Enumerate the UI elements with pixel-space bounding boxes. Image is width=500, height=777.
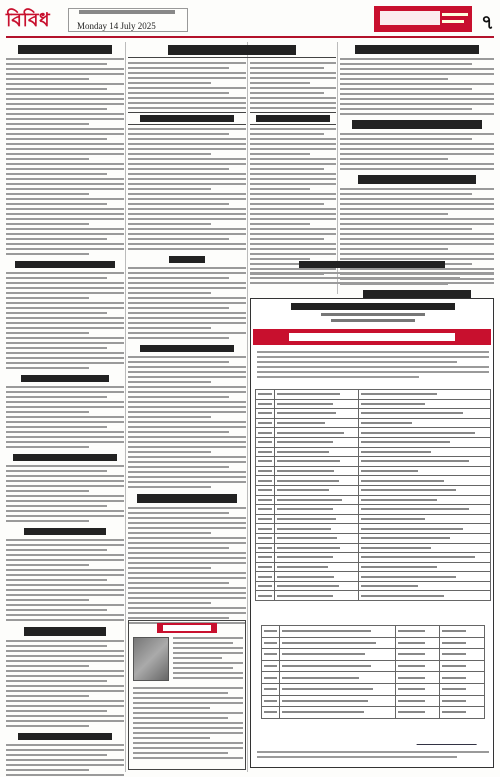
notice-title-text (289, 333, 455, 341)
masthead (6, 4, 494, 38)
boxed-headline (250, 112, 336, 125)
table-row (256, 572, 491, 582)
article-body (340, 58, 494, 115)
portrait-photo (133, 637, 169, 681)
table-row (262, 660, 485, 672)
table-row (256, 553, 491, 563)
table-row (256, 476, 491, 486)
article-headline (352, 120, 481, 129)
government-tender-notice (250, 298, 494, 768)
table-row (256, 485, 491, 495)
article-headline (13, 454, 117, 461)
notice-department (321, 313, 425, 316)
table-row (256, 447, 491, 457)
article-body (128, 128, 246, 250)
article-headline (18, 45, 112, 54)
article-body (340, 133, 494, 170)
date-bangla-placeholder (79, 10, 175, 14)
notice-title-banner (253, 329, 491, 345)
article-body (128, 356, 246, 488)
box-body (173, 637, 243, 682)
column-divider (247, 42, 248, 772)
notice-box-small (128, 620, 246, 770)
article-headline (15, 261, 115, 268)
table-row (262, 707, 485, 719)
signature (419, 731, 479, 749)
article-headline (18, 733, 112, 740)
table-row (256, 591, 491, 601)
article-body (6, 272, 124, 369)
table-row (256, 409, 491, 419)
article-column-left (6, 42, 124, 772)
article-body (250, 272, 494, 284)
newspaper-logo (374, 6, 472, 32)
notice-intro (257, 351, 489, 381)
article-headline (24, 627, 107, 636)
table-row (256, 533, 491, 543)
article-body (128, 62, 246, 109)
notice-lot-table (261, 625, 485, 719)
table-row (262, 637, 485, 649)
box-heading (157, 623, 217, 633)
column-divider (125, 42, 126, 772)
logo-tagline-2 (442, 20, 464, 23)
boxed-headline (128, 112, 246, 125)
column-divider (337, 42, 338, 294)
table-row (262, 626, 485, 638)
table-row (256, 505, 491, 515)
article-body (6, 744, 124, 777)
article-headline (24, 528, 107, 535)
article-headline (140, 345, 234, 352)
article-headline (355, 45, 478, 54)
article-column-middle (128, 62, 246, 617)
article-body (250, 128, 336, 275)
table-row (256, 581, 491, 591)
table-row (256, 437, 491, 447)
article-band (250, 258, 494, 294)
logo-wordmark (380, 11, 440, 25)
table-row (256, 524, 491, 534)
table-row (256, 457, 491, 467)
center-lead-headline (128, 42, 336, 58)
table-row (256, 543, 491, 553)
notice-footer (257, 751, 489, 761)
date-box (68, 8, 188, 32)
section-flag: বিবিধ (6, 9, 51, 31)
lead-headline-text (168, 45, 296, 55)
article-body (128, 507, 246, 624)
article-body (6, 465, 124, 522)
article-headline (137, 494, 236, 503)
date-english: Monday 14 July 2025 (77, 21, 156, 31)
table-row (256, 428, 491, 438)
box-body-lower (133, 687, 243, 762)
article-body (250, 62, 336, 109)
notice-govt-heading (291, 303, 455, 310)
notice-office (331, 319, 415, 322)
table-row (256, 390, 491, 400)
table-row (256, 466, 491, 476)
notice-details-table (255, 389, 491, 601)
table-row (256, 418, 491, 428)
table-row (262, 695, 485, 707)
article-body (6, 58, 124, 255)
logo-tagline (442, 13, 468, 16)
table-row (256, 399, 491, 409)
table-row (262, 649, 485, 661)
table-row (256, 495, 491, 505)
article-headline (21, 375, 110, 382)
article-headline (358, 175, 475, 184)
table-row (262, 683, 485, 695)
table-row (262, 672, 485, 684)
article-headline (169, 256, 204, 263)
article-headline (299, 261, 445, 268)
article-body (128, 267, 246, 339)
page-number: ৭ (480, 10, 494, 34)
article-body (6, 640, 124, 727)
article-body (6, 386, 124, 448)
article-column-right (340, 42, 494, 294)
article-body (6, 539, 124, 621)
table-row (256, 562, 491, 572)
signature-scribble (416, 731, 481, 745)
table-row (256, 514, 491, 524)
